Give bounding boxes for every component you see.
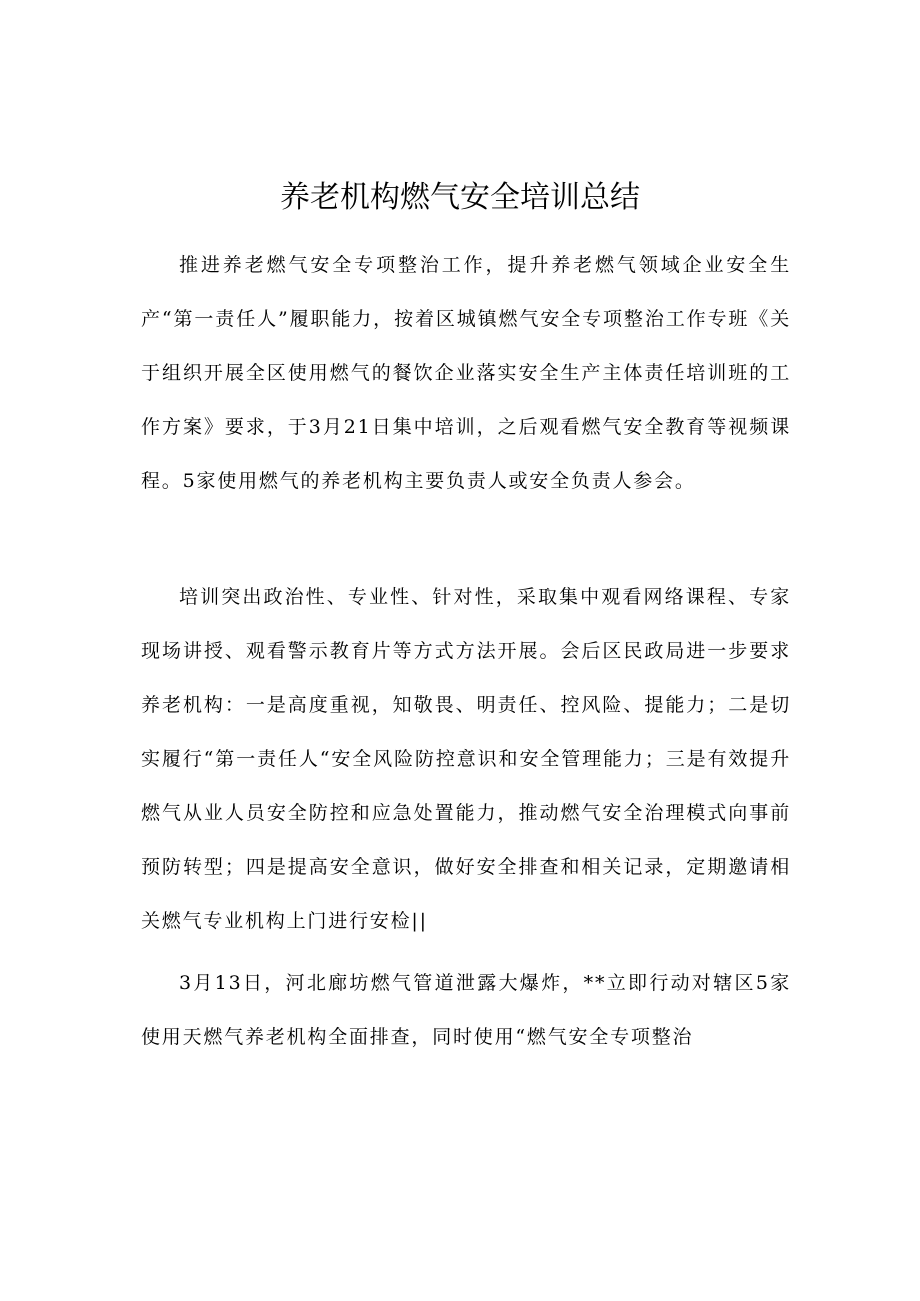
document-title: 养老机构燃气安全培训总结 xyxy=(280,180,640,215)
paragraph-3: 3月13日，河北廊坊燃气管道泄露大爆炸，**立即行动对辖区5家使用天燃气养老机构全面排查，同时使用“燃气安全专项整治 xyxy=(141,972,791,1048)
paragraph-2: 培训突出政治性、专业性、针对性，采取集中观看网络课程、专家现场讲授、观看警示教育片等方式方法开展。会后区民政局进一步要求养老机构：一是高度重视，知敬畏、明责任、控风险、提能力；二是切实履行“第一责任人“安全风险防控意识和安全管理能力；三是有效提升燃气从业人员安全防控和应急处置能力，推动燃气安全治理模式向事前预防转型；四是提高安全意识，做好安全排查和相关记录，定期邀请相关燃气专业机构上门进行安检|| xyxy=(141,586,791,932)
paragraph-1: 推进养老燃气安全专项整治工作，提升养老燃气领域企业安全生产“第一责任人”履职能力，按着区城镇燃气安全专项整治工作专班《关于组织开展全区使用燃气的餐饮企业落实安全生产主体责任培训班的工作方案》要求，于3月21日集中培训，之后观看燃气安全教育等视频课程。5家使用燃气的养老机构主要负责人或安全负责人参会。 xyxy=(141,254,791,492)
